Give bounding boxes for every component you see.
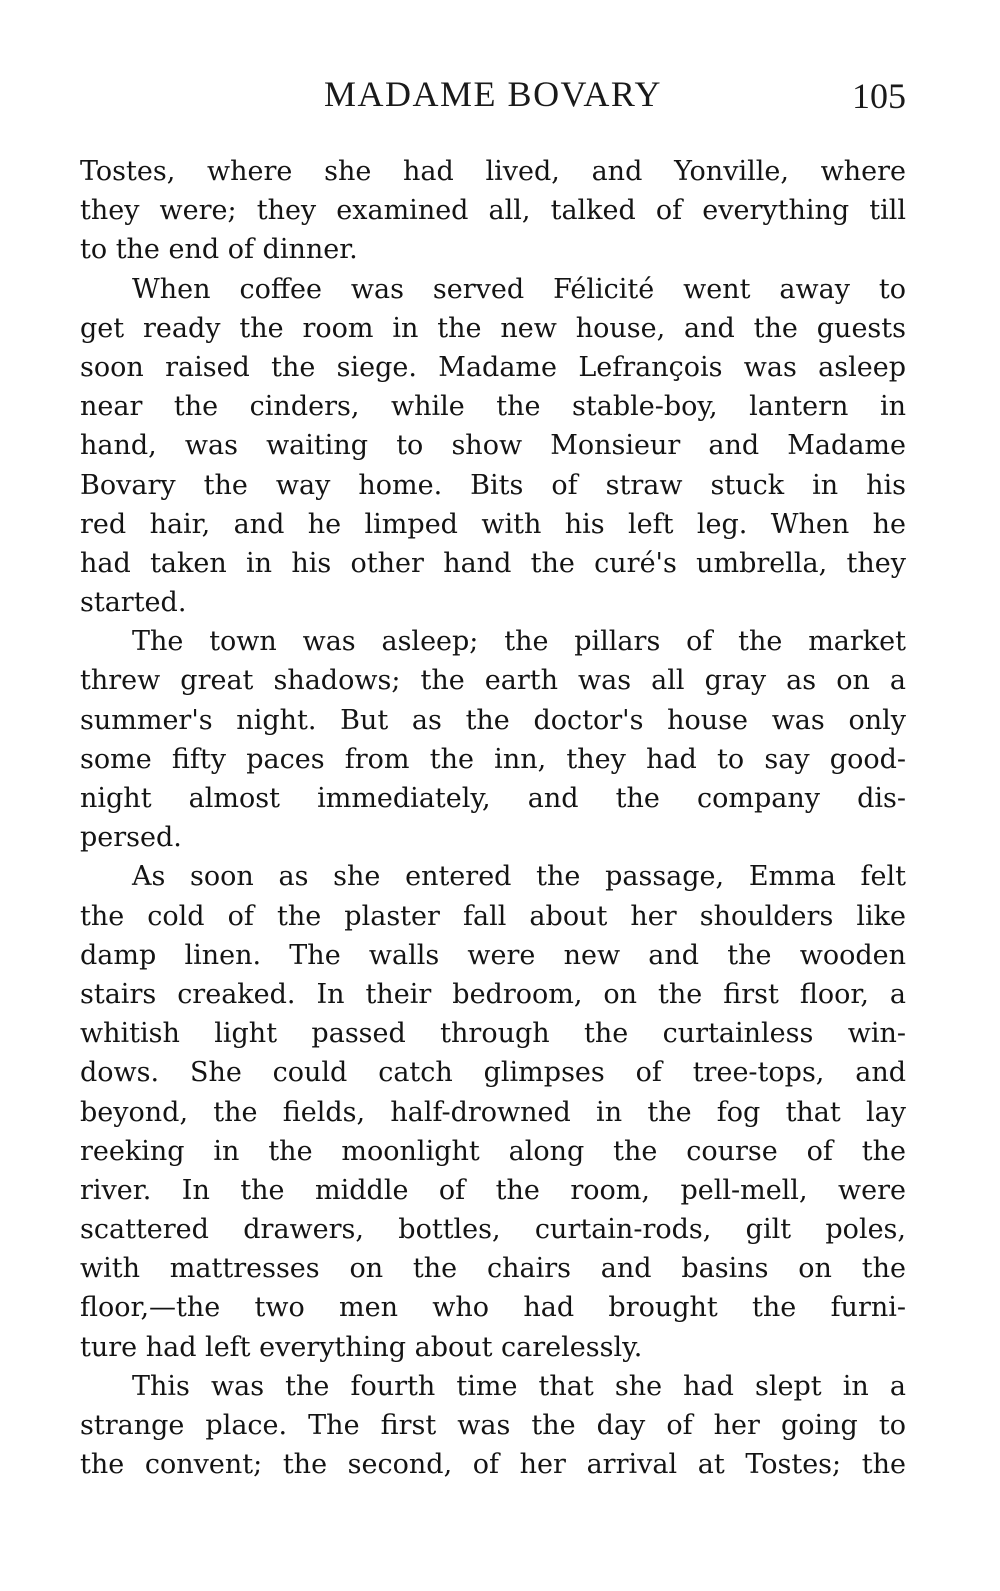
text-line: strange place. The first was the day of her going to bbox=[80, 1410, 906, 1441]
text-line: hand, was waiting to show Monsieur and Madame bbox=[80, 430, 906, 462]
text-line: get ready the room in the new house, and the guests bbox=[80, 312, 906, 344]
text-line: beyond, the fields, half-drowned in the fog that lay bbox=[80, 1096, 906, 1128]
paragraph bbox=[80, 857, 906, 1366]
text-line: dows. She could catch glimpses of tree-tops, and bbox=[80, 1057, 906, 1089]
text-line: scattered drawers, bottles, curtain-rods, gilt poles, bbox=[80, 1214, 906, 1246]
text-line: persed. bbox=[80, 822, 182, 854]
text-line: had taken in his other hand the curé's umbrella, they bbox=[80, 547, 906, 579]
text-line: red hair, and he limped with his left leg. When he bbox=[80, 508, 906, 540]
paragraph bbox=[80, 152, 906, 270]
text-line: stairs creaked. In their bedroom, on the first floor, a bbox=[80, 978, 906, 1010]
text-line: As soon as she entered the passage, Emma felt bbox=[132, 861, 906, 893]
text-line: the cold of the plaster fall about her shoulders like bbox=[80, 900, 906, 932]
text-line: to the end of dinner. bbox=[80, 234, 358, 266]
text-line: river. In the middle of the room, pell-mell, were bbox=[80, 1174, 906, 1206]
text-line: The town was asleep; the pillars of the market bbox=[132, 626, 906, 658]
text-line: summer's night. But as the doctor's house was only bbox=[80, 704, 906, 736]
text-line: reeking in the moonlight along the course of the bbox=[80, 1135, 906, 1167]
text-line: some fifty paces from the inn, they had to say good- bbox=[80, 743, 906, 775]
text-line: floor,—the two men who had brought the furni- bbox=[80, 1292, 906, 1324]
running-head bbox=[80, 72, 906, 116]
text-line: ture had left everything about carelessly. bbox=[80, 1331, 643, 1363]
text-line: When coffee was served Félicité went away to bbox=[132, 273, 906, 305]
text-line: threw great shadows; the earth was all gray as on a bbox=[80, 665, 906, 697]
text-line: they were; they examined all, talked of everything till bbox=[80, 195, 906, 227]
paragraph bbox=[80, 1367, 906, 1485]
text-line: Tostes, where she had lived, and Yonville, where bbox=[80, 156, 906, 187]
text-line: near the cinders, while the stable-boy, lantern in bbox=[80, 391, 906, 423]
text-line: started. bbox=[80, 587, 187, 619]
paragraph bbox=[80, 622, 906, 857]
text-line: soon raised the siege. Madame Lefrançois was asleep bbox=[80, 351, 906, 383]
text-line: with mattresses on the chairs and basins on the bbox=[80, 1253, 906, 1285]
text-line: Bovary the way home. Bits of straw stuck in his bbox=[80, 469, 906, 501]
text-line: damp linen. The walls were new and the wooden bbox=[80, 939, 906, 971]
text-line: whitish light passed through the curtainless win- bbox=[80, 1018, 906, 1050]
text-line: This was the fourth time that she had slept in a bbox=[132, 1370, 906, 1402]
paragraph bbox=[80, 270, 906, 623]
body-text bbox=[80, 152, 906, 1484]
running-title: MADAME BOVARY bbox=[324, 74, 662, 114]
text-line: the convent; the second, of her arrival at Tostes; the bbox=[80, 1449, 906, 1481]
text-line: night almost immediately, and the company dis- bbox=[80, 783, 906, 814]
page-number: 105 bbox=[852, 76, 906, 116]
